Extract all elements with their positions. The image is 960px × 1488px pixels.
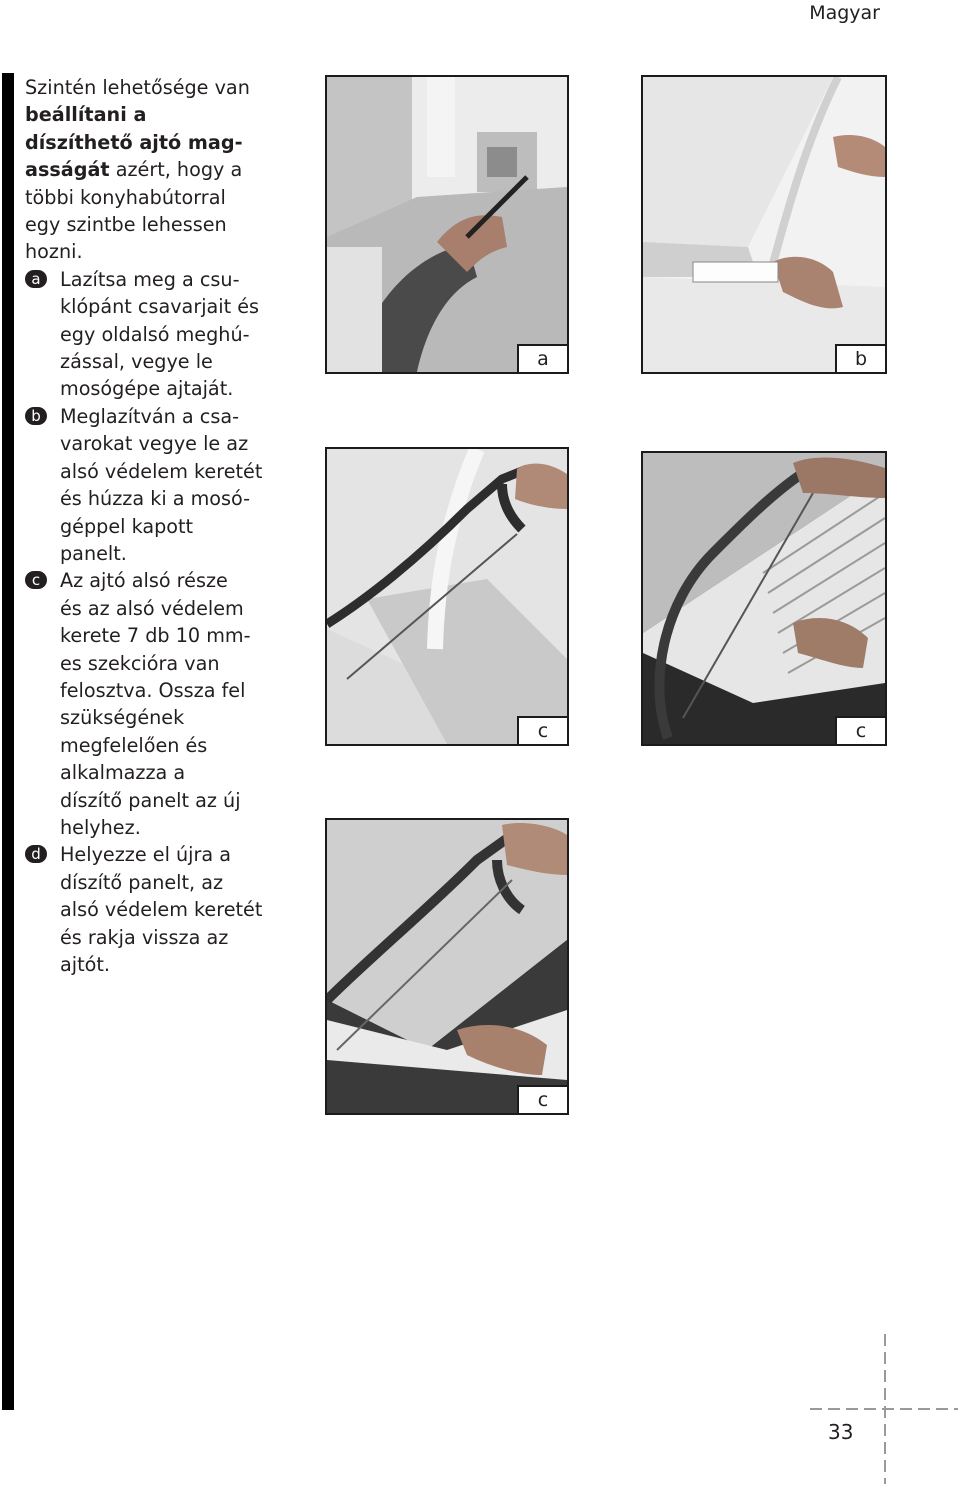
intro-text: egy szintbe lehessen — [25, 213, 227, 237]
intro-line — [25, 238, 325, 265]
step-text: alkalmazza a — [60, 761, 186, 785]
intro-line — [25, 211, 325, 238]
step-list — [25, 266, 325, 979]
step-line — [25, 293, 325, 320]
intro-bold-text: asságát — [25, 158, 110, 182]
step-marker: d — [25, 845, 47, 863]
step-line — [25, 458, 325, 485]
intro-line — [25, 156, 325, 183]
step-a — [25, 266, 325, 403]
intro-line — [25, 74, 325, 101]
step-line — [25, 787, 325, 814]
step-line — [25, 485, 325, 512]
step-b — [25, 403, 325, 567]
intro-text: azért, hogy a — [109, 158, 243, 182]
step-text: varokat vegye le az — [60, 432, 249, 456]
intro-bold-text: beállítani a — [25, 103, 147, 127]
step-text: felosztva. Ossza fel — [60, 678, 246, 702]
step-line — [25, 595, 325, 622]
step-line — [25, 513, 325, 540]
side-bar — [2, 73, 14, 1410]
step-line — [25, 896, 325, 923]
step-text: Az ajtó alsó része — [60, 569, 228, 593]
photo-c-3 — [325, 818, 569, 1115]
intro-line — [25, 129, 325, 156]
step-line — [25, 321, 325, 348]
photo-label: c — [517, 1085, 567, 1113]
photo-label: a — [517, 344, 567, 372]
step-line — [25, 951, 325, 978]
photo-label: b — [835, 344, 885, 372]
step-line — [25, 924, 325, 951]
photo-label: c — [835, 716, 885, 744]
step-text: alsó védelem keretét — [60, 898, 263, 922]
step-text: egy oldalsó meghú- — [60, 322, 250, 346]
step-text: mosógépe ajtaját. — [60, 377, 234, 401]
photo-b — [641, 75, 887, 374]
step-line — [25, 348, 325, 375]
header-language: Magyar — [809, 2, 880, 24]
step-line — [25, 869, 325, 896]
photo-a — [325, 75, 569, 374]
step-text: klópánt csavarjait és — [60, 295, 260, 319]
step-line — [25, 759, 325, 786]
crop-mark — [810, 1408, 958, 1410]
intro-line — [25, 101, 325, 128]
step-line — [25, 677, 325, 704]
intro-text: Szintén lehetősége van — [25, 76, 250, 99]
instruction-text — [25, 74, 325, 978]
step-line — [25, 430, 325, 457]
step-text: és az alsó védelem — [60, 596, 244, 620]
step-line — [25, 732, 325, 759]
intro-paragraph — [25, 74, 325, 266]
step-text: panelt. — [60, 541, 127, 565]
photo-c-1 — [325, 447, 569, 746]
intro-text: hozni. — [25, 240, 83, 264]
step-line — [25, 567, 325, 594]
step-line — [25, 266, 325, 293]
step-text: díszítő panelt, az — [60, 870, 224, 894]
step-line — [25, 704, 325, 731]
step-text: és húzza ki a mosó- — [60, 487, 251, 511]
step-text: Helyezze el újra a — [60, 843, 232, 867]
step-text: géppel kapott — [60, 514, 194, 538]
step-line — [25, 403, 325, 430]
photo-c-2 — [641, 451, 887, 746]
step-text: Lazítsa meg a csu- — [60, 267, 240, 291]
step-line — [25, 540, 325, 567]
step-c — [25, 567, 325, 841]
intro-bold-text: díszíthető ajtó mag- — [25, 130, 243, 154]
page-number: 33 — [828, 1420, 854, 1444]
step-text: kerete 7 db 10 mm- — [60, 624, 251, 648]
step-text: zással, vegye le — [60, 350, 213, 374]
step-marker: b — [25, 407, 47, 425]
step-line — [25, 650, 325, 677]
step-text: és rakja vissza az — [60, 925, 229, 949]
step-text: Meglazítván a csa- — [60, 404, 240, 428]
photo-label: c — [517, 716, 567, 744]
step-marker: c — [25, 571, 47, 589]
step-marker: a — [25, 270, 47, 288]
step-line — [25, 814, 325, 841]
step-text: alsó védelem keretét — [60, 459, 263, 483]
step-line — [25, 841, 325, 868]
step-text: ajtót. — [60, 953, 110, 976]
step-line — [25, 622, 325, 649]
step-text: szükségének — [60, 706, 185, 730]
step-text: megfelelően és — [60, 733, 208, 757]
intro-line — [25, 184, 325, 211]
intro-text: többi konyhabútorral — [25, 185, 226, 209]
step-text: es szekcióra van — [60, 651, 220, 675]
step-text: helyhez. — [60, 815, 141, 839]
step-line — [25, 375, 325, 402]
step-text: díszítő panelt az új — [60, 788, 241, 812]
step-d — [25, 841, 325, 978]
